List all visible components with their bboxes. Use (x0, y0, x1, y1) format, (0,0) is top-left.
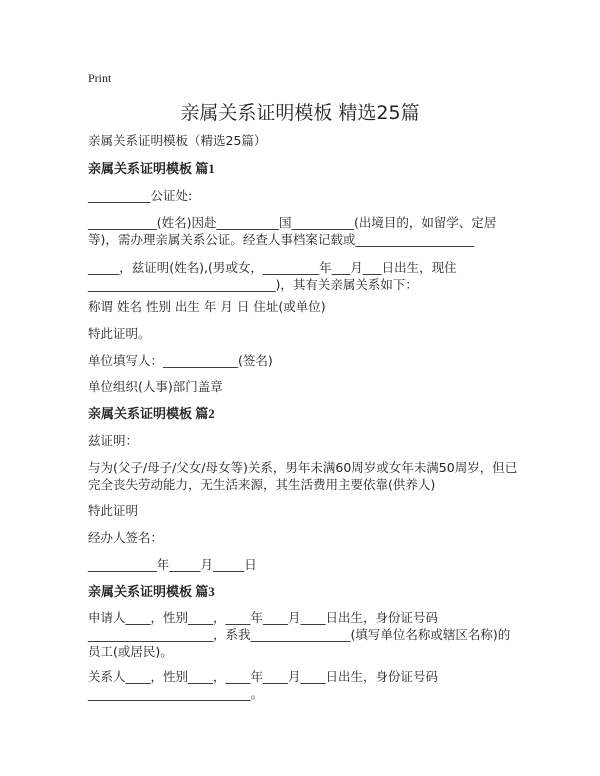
paragraph: 关系人____，性别____，____年____月____日出生，身份证号码__________________________。 (88, 669, 439, 701)
paragraph: 单位组织(人事)部门盖章 (88, 379, 223, 394)
paragraph: 特此证明。 (88, 326, 151, 341)
paragraph: _____，兹证明(姓名),(男或女，_________年___月___日出生，现住______________________________)，其有关亲属关系如下： (88, 260, 457, 292)
document-subtitle: 亲属关系证明模板（精选25篇） (88, 133, 267, 148)
paragraph: 特此证明 (88, 503, 139, 518)
page-title: 亲属关系证明模板 精选25篇 (180, 102, 420, 124)
paragraph: 经办人签名： (88, 530, 164, 545)
paragraph: 申请人____，性别____，____年____月____日出生，身份证号码____________________，系我________________(填写单位名称或辖区名称)的员工(或居民)。 (88, 610, 511, 659)
paragraph: ___________年_____月_____日 (88, 557, 257, 572)
paragraph: ___________(姓名)因赴__________国__________(出境目的，如留学、定居等)，需办理亲属关系公证。经查人事档案记载或___________________ (88, 215, 497, 247)
print-link[interactable]: Print (88, 71, 112, 85)
paragraph: 称谓 姓名 性别 出生 年 月 日 住址(或单位) (88, 299, 326, 314)
section-heading-1: 亲属关系证明模板 篇1 (88, 161, 215, 176)
paragraph: 单位填写人：____________(签名) (88, 353, 273, 368)
paragraph: __________公证处: (88, 188, 193, 203)
paragraph: 与为(父子/母子/父女/母女等)关系，男年未满60周岁或女年未满50周岁，但已完全丧失劳动能力，无生活来源，其生活费用主要依靠(供养人) (88, 460, 518, 492)
section-heading-2: 亲属关系证明模板 篇2 (88, 406, 215, 421)
paragraph: 兹证明： (88, 433, 139, 448)
section-heading-3: 亲属关系证明模板 篇3 (88, 584, 215, 599)
